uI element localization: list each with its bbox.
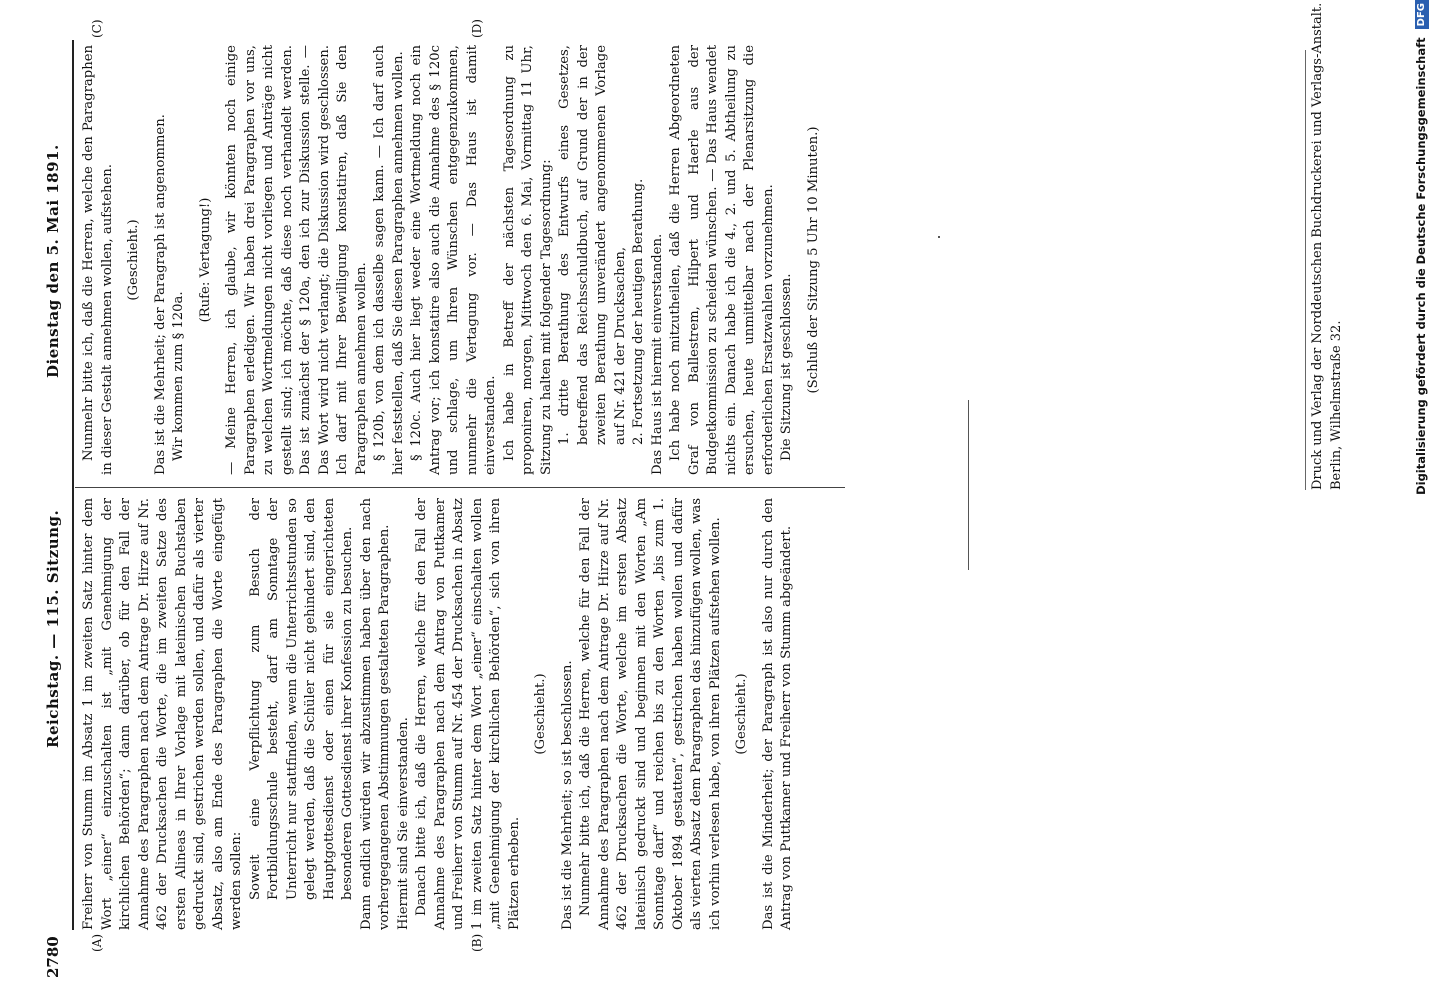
paragraph: § 120c. Auch hier liegt weder eine Wortmeldung noch ein Antrag vor; ich konstatire also auch die Annahme des § 120c und schlage, um Ihren Wünschen entgegenzukommen, nunmehr die Vertagung vor. — Das Haus ist damit einverstanden. (409, 45, 498, 475)
scan-artifact-dot (938, 236, 940, 238)
scan-artifact-line (968, 400, 969, 570)
header-rule (72, 40, 74, 930)
margin-mark-c: (C) (90, 19, 104, 38)
page-number: 2780 (44, 936, 62, 978)
paragraph: § 120b, von dem ich dasselbe sagen kann. — Ich darf auch hier feststellen, daß Sie diesen Paragraphen annehmen wollen. (372, 45, 406, 475)
digitization-text: Digitalisierung gefördert durch die Deutsche Forschungsgemeinschaft (1414, 37, 1428, 495)
paragraph: Das ist die Mehrheit; so ist beschlossen. (559, 660, 575, 930)
paragraph: Die Sitzung ist geschlossen. (779, 273, 794, 461)
paragraph: Das ist die Mehrheit; der Paragraph ist angenommen. (152, 114, 168, 475)
stage-direction: (Geschieht.) (533, 673, 548, 755)
page-header (44, 38, 68, 978)
stage-direction: (Geschieht.) (734, 673, 749, 755)
column-divider (75, 487, 845, 488)
paragraph: Ich habe in Betreff der nächsten Tagesordnung zu proponiren, morgen, Mittwoch den 6. Mai, Vormittag 11 Uhr, Sitzung zu halten mit folgender Tagesordnung: (501, 45, 554, 475)
paragraph: Dann endlich würden wir abzustimmen haben über den nach vorhergegangenen Abstimmungen gestalteten Paragraphen. (358, 498, 392, 930)
agenda-item: 1. dritte Berathung des Entwurfs eines Gesetzes, betreffend das Reichsschuldbuch, auf Grund der in der zweiten Berathung unverändert angenommenen Vorlage auf Nr. 421 der Drucksachen, (557, 45, 628, 445)
paragraph: Hiermit sind Sie einverstanden. (395, 717, 411, 930)
paragraph: Nunmehr bitte ich, daß die Herren, welche für den Fall der Annahme des Paragraphen nach dem Antrage Dr. Hirze auf Nr. 462 der Drucksachen die Worte, welche im ersten Absatz lateinisch gedruckt sind und beginnen mit den Worten „Am Sonntage darf“ und reichen bis zu den Worten „bis zum 1. Oktober 1894 gestatten“, gestrichen haben wollen und dafür als vierten Absatz dem Paragraphen das hinzufügen wollen, was ich vorhin verlesen habe, von ihren Plätzen aufstehen wollen. (578, 498, 723, 930)
paragraph: Wir kommen zum § 120a. (171, 291, 186, 461)
right-column (80, 45, 831, 475)
paragraph: Ich habe noch mitzutheilen, daß die Herren Abgeordneten Graf von Ballestrem, Hilpert und Haerle aus der Budgetkommission zu scheiden wünschen. — Das Haus wendet nichts ein. Danach habe ich die 4., 2. und 5. Abtheilung zu ersuchen, heute unmittelbar nach der Plenarsitzung die erforderlichen Ersatzwahlen vorzunehmen. (668, 45, 776, 475)
left-column (80, 498, 797, 930)
agenda-item: 2. Fortsetzung der heutigen Berathung. (631, 178, 646, 445)
printer-imprint: Druck und Verlag der Norddeutschen Buchdruckerei und Verlags-Anstalt. Berlin, Wilhelmstraße 32. (1310, 2, 1344, 490)
digitization-note (1410, 0, 1432, 1000)
paragraph: Nunmehr bitte ich, daß die Herren, welche den Paragraphen in dieser Gestalt annehmen wollen, aufstehen. (81, 45, 115, 475)
margin-mark-b: (B) (470, 933, 484, 952)
digitization-strip (1410, 0, 1432, 1000)
paragraph: Das ist die Minderheit; der Paragraph ist also nur durch den Antrag von Puttkamer und Freiherr von Stumm abgeändert. (760, 498, 794, 930)
margin-mark-d: (D) (470, 19, 484, 38)
paragraph: Das Haus ist hiermit einverstanden. (649, 233, 665, 475)
dfg-logo: DFG (1415, 0, 1429, 29)
quoted-amendment: Soweit eine Verpflichtung zum Besuch der Fortbildungsschule besteht, darf am Sonntage der Unterricht nur stattfinden, wenn die Unterrichtsstunden so gelegt werden, daß die Schüler nicht gehindert sind, den Hauptgottesdienst oder einen für sie eingerichteten besonderen Gottesdienst ihrer Konfession zu besuchen. (247, 498, 355, 900)
stage-direction: (Geschieht.) (126, 219, 141, 301)
paragraph: Danach bitte ich, daß die Herren, welche für den Fall der Annahme des Paragraphen nach dem Antrag von Puttkamer und Freiherr von Stumm auf Nr. 454 der Drucksachen in Absatz 1 im zweiten Satz hinter dem Wort „einer“ einschalten wollen „mit Genehmigung der kirchlichen Behörden“, sich von ihren Plätzen erheben. (414, 498, 522, 930)
imprint-block (1300, 0, 1360, 1000)
header-left-title: Reichstag. — 115. Sitzung. (44, 509, 62, 748)
stage-direction: (Schluß der Sitzung 5 Uhr 10 Minuten.) (805, 126, 821, 394)
margin-mark-a: (A) (90, 933, 104, 952)
paragraph: Freiherr von Stumm im Absatz 1 im zweiten Satz hinter dem Wort „einer“ einzuschalten ist „mit Genehmigung der kirchlichen Behörden“; dann darüber, ob für den Fall der Annahme des Paragraphen nach dem Antrage Dr. Hirze auf Nr. 462 der Drucksachen die Worte, die im zweiten Satze des ersten Alineas in Ihrer Vorlage mit lateinischen Buchstaben gedruckt sind, gestrichen werden sollen, und dafür als vierter Absatz, also am Ende des Paragraphen die Worte eingefügt werden sollen: (81, 498, 244, 930)
header-right-title: Dienstag den 5. Mai 1891. (44, 144, 62, 378)
stage-direction: (Rufe: Vertagung!) (197, 197, 213, 323)
paragraph: — Meine Herren, ich glaube, wir könnten noch einige Paragraphen erledigen. Wir haben drei Paragraphen vor uns, zu welchen Wortmeldungen nicht vorliegen und Anträge nicht gestellt sind; ich möchte, daß diese noch verhandelt werden. Das ist zunächst der § 120a, den ich zur Diskussion stelle. — Das Wort wird nicht verlangt; die Diskussion wird geschlossen. Ich darf mit Ihrer Bewilligung konstatiren, daß Sie den Paragraphen annehmen wollen. (224, 45, 369, 475)
